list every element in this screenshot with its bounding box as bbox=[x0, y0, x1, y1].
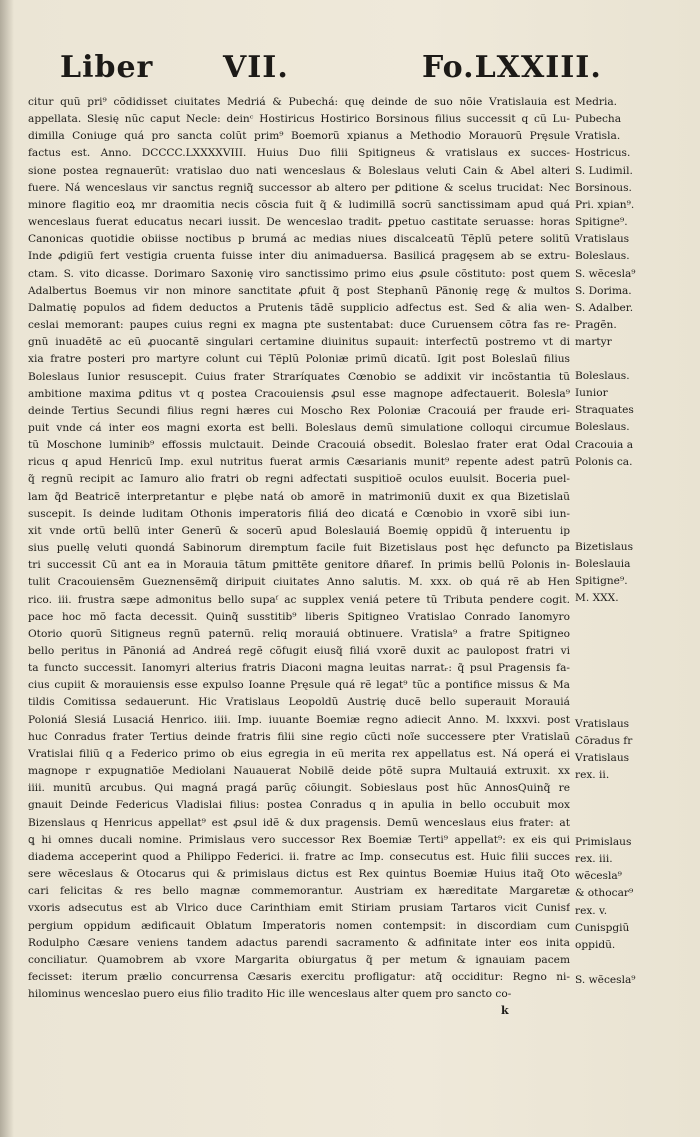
text-line: Adalbertus Boemus vir non minore sanctitate ꝓfuit q̃ post Stephanũ Pãnonię regę & multos bbox=[28, 284, 570, 297]
text-line: suscepit. Is deinde luditam Othonis imperatoris filiá deo dicatá e Cœnobio in vxorẽ sibi iun- bbox=[28, 507, 570, 520]
margin-note-line: Vratislaus bbox=[575, 233, 630, 246]
margin-note-line: Iunior bbox=[575, 387, 608, 400]
text-line: Rodulpho Cæsare veniens tandem adactus parendi sacramento & adfinitate inter eos inita bbox=[28, 936, 570, 949]
text-line: rico. iii. frustra sæpe admonitus bello supaᶠ ac supplex veniá petere tũ Tributa pendere cogit. bbox=[28, 593, 570, 606]
text-line: hilominus wenceslao puero eius filio tradito Hic ille wenceslaus alter quem pro sancto co- bbox=[28, 988, 512, 1001]
text-line: ta functo successit. Ianomyri alterius fratris Diaconi magna leuitas narratᵣ: q̃ psul Pragensis fa- bbox=[28, 662, 570, 675]
margin-note bbox=[575, 539, 690, 608]
text-line: tri successit Cũ ant ea in Morauia tãtum ꝑmittẽte genitore dñaref. In primis bellũ Polonis in- bbox=[28, 559, 570, 572]
margin-note-line: Vratislaus bbox=[575, 718, 630, 730]
text-line: q̃ regnũ recipit ac Iamuro alio fratri ob regni adfectati suspitioẽ oculos euulsit. Boceria puel- bbox=[28, 473, 570, 486]
text-line: pace hoc mõ facta decessit. Quinq̃ susstitib⁹ liberis Spitigneo Vratislao Conrado Ianomyro bbox=[28, 610, 570, 623]
text-line: Boleslaus Iunior resuscepit. Cuius frater Straríquates Cœnobio se addixit vir incõstantia tũ bbox=[28, 370, 570, 383]
text-line: minore flagitio eoꝝ mr draomitia necis cõscia fuit q̃ & ludimillã socrũ sanctissimam apud quá bbox=[28, 198, 570, 211]
text-line: Otorio quorũ Sitigneus regnũ paternũ. reliq morauiá obtinuere. Vratisla⁹ a fratre Spitigneo bbox=[28, 627, 570, 640]
margin-note-line: S. wẽcesla⁹ bbox=[575, 974, 636, 986]
margin-note-line: Cracouia a bbox=[575, 438, 634, 451]
margin-note-line: Vratislaus bbox=[575, 752, 630, 765]
text-line: lam q̃d Beatricẽ interpretantur e plębe natá ob amorẽ in matrimoniũ duxit ex qua Bizetislaũ bbox=[28, 490, 570, 503]
text-line: bello peritus in Pãnoniá ad Andreá regẽ cõfugit eiusq̃ filiá vxorẽ duxit ac paulopost fratri vi bbox=[28, 645, 570, 657]
text-line: iiii. munitũ arcubus. Qui magná pragá parũç cõiungit. Sobieslaus post hũc AnnosQuinq̃ re bbox=[28, 782, 570, 795]
margin-note-line: Boleslaus. bbox=[575, 370, 630, 382]
margin-note-line: Spitigne⁹. bbox=[575, 575, 628, 588]
text-line: conciliatur. Quamobrem ab vxore Margarita obiurgatus q̃ per metum & ignauiam pacem bbox=[28, 953, 570, 966]
text-line: appellata. Slesię nũc caput Necle: deinᶜ Hostiricus Hostirico Borsinous filius successit q cũ Lu- bbox=[28, 113, 570, 126]
text-line: huc Conradus frater Tertius deinde fratris filii sine regio cũcti noĩe successere pter Vratislaũ bbox=[28, 730, 570, 743]
text-line: deinde Tertius Secundi filius regni hæres cui Moscho Rex Poloniæ Cracouiá per fraude eri- bbox=[28, 404, 570, 417]
margin-note-line: Medria. bbox=[575, 96, 618, 108]
margin-note-line: & othocar⁹ bbox=[575, 887, 634, 900]
margin-note-line: Cõradus fr bbox=[575, 735, 633, 748]
margin-note-line: rex. ii. bbox=[575, 769, 610, 782]
margin-note bbox=[575, 972, 690, 989]
margin-note-line: S. wẽcesla⁹ bbox=[575, 267, 636, 280]
margin-note-line: Pri. xpian⁹. bbox=[575, 198, 635, 211]
margin-note-line: Straquates bbox=[575, 404, 634, 417]
margin-note bbox=[575, 834, 690, 954]
margin-note-line: Hostricus. bbox=[575, 147, 631, 160]
margin-note-line: Boleslauia bbox=[575, 558, 631, 571]
text-line: tulit Cracouiensẽm Gueznensẽmq̃ diripuit ciuitates Anno salutis. M. xxx. ob quá rẽ ab Hen bbox=[28, 576, 570, 589]
text-line: Canonicas quotidie obiisse noctibus p brumá ac medias niues discalceatũ Tẽplũ petere solitũ bbox=[28, 233, 570, 246]
text-line: fecisset: iterum prælio concurrensa Cæsaris exercitu profligatur: atq̃ occiditur: Regno ni- bbox=[28, 970, 570, 983]
margin-note-line: martyr bbox=[575, 336, 612, 349]
gutter-shadow bbox=[0, 0, 14, 1137]
text-line: Dalmatię populos ad fidem deductos a Prutenis tãdẽ supplicio adfectus est. Sed & alia wen- bbox=[28, 301, 570, 314]
margin-note-line: Boleslaus. bbox=[575, 250, 630, 263]
margin-note-line: wẽcesla⁹ bbox=[575, 870, 622, 883]
text-line: tildis Comitissa sedauerunt. Hic Vratislaus Leopoldũ Austrię ducẽ bello superauit Morauiá bbox=[28, 696, 570, 709]
margin-note-line: S. Ludimil. bbox=[575, 164, 633, 177]
margin-note-line: rex. v. bbox=[575, 904, 608, 917]
running-head-folio: Fo.LXXIII. bbox=[422, 50, 602, 85]
text-line: cari felicitas & res bello magnæ commemorantur. Austriam ex hæreditate Margaretæ bbox=[28, 885, 570, 898]
main-text-column bbox=[28, 94, 570, 1003]
text-line: sere wẽceslaus & Otocarus qui & primislaus dictus est Rex quintus Boemiæ Huius itaq̃ Oto bbox=[28, 868, 570, 881]
margin-note-line: Spitigne⁹. bbox=[575, 216, 628, 229]
margin-note-line: Cunispgiũ bbox=[575, 921, 630, 934]
text-line: ceslai memorant: paupes cuius regni ex magna pte sustentabat: duce Curuensem cõtra fas re- bbox=[28, 319, 570, 332]
text-line: diadema acceperint quod a Philippo Federici. ii. fratre ac Imp. consecutus est. Huic filii succes bbox=[28, 850, 570, 863]
margin-note-line: Boleslaus. bbox=[575, 421, 630, 434]
text-line: ꝗ hi omnes ducali nomine. Primislaus vero successor Rex Boemiæ Terti⁹ appellat⁹: ex eis qui bbox=[28, 833, 570, 846]
text-line: dimilla Coniuge quá pro sancta colũt prim⁹ Boemorũ xpianus a Methodio Morauorũ Pręsule bbox=[28, 130, 570, 143]
margin-note-line: S. Dorima. bbox=[575, 284, 632, 297]
running-head bbox=[60, 50, 620, 100]
margin-note-line: M. XXX. bbox=[575, 592, 619, 605]
signature-mark: k bbox=[501, 1004, 509, 1017]
margin-note bbox=[575, 94, 690, 351]
running-head-liber: Liber bbox=[60, 50, 154, 85]
text-line: Bizenslaus q Henricus appellat⁹ est ꝓsul idẽ & dux pragensis. Demũ wenceslaus eius frater: at bbox=[28, 816, 570, 829]
margin-note bbox=[575, 716, 690, 785]
text-line: fuere. Ná wenceslaus vir sanctus regniq̃ successor ab altero per ꝑditione & scelus trucidat: Nec bbox=[28, 181, 570, 194]
text-line: magnope r expugnatiõe Mediolani Nauauerat Nobilẽ deide põtẽ supra Multauiá extruxit. xx bbox=[28, 765, 570, 778]
running-head-book-number: VII. bbox=[223, 50, 289, 85]
text-line: sius puellę veluti quondá Sabinorum diremptum facile fuit Bizetislaus post hęc defuncto pa bbox=[28, 542, 570, 555]
text-line: cius cupiit & morauiensis esse expulso Ioanne Pręsule quá rẽ legat⁹ tũc a pontifice missus & Ma bbox=[28, 679, 570, 692]
text-line: Vratislai filiũ q a Federico primo ob eius egregia in eũ merita rex appellatus est. Ná operá ei bbox=[28, 747, 570, 760]
margin-note-line: Polonis ca. bbox=[575, 455, 633, 468]
text-line: sione postea regnauerũt: vratislao duo nati wenceslaus & Boleslaus veluti Cain & Abel alteri bbox=[28, 164, 570, 177]
margin-note-line: Primislaus bbox=[575, 836, 632, 848]
margin-note-line: S. Adalber. bbox=[575, 301, 634, 314]
text-line: gnauit Deinde Federicus Vladislai filius: postea Conradus q in apulia in bello occubuit mox bbox=[28, 799, 570, 812]
text-line: ricus q apud Henricũ Imp. exul nutritus fuerat armis Cæsarianis munit⁹ repente adest patrũ bbox=[28, 456, 570, 469]
margin-note-line: Borsinous. bbox=[575, 181, 632, 194]
text-line: citur quũ pri⁹ cõdidisset ciuitates Medriá & Pubechá: quę deinde de suo nõie Vratislauia est bbox=[28, 96, 570, 108]
margin-note bbox=[575, 368, 690, 471]
text-line: gnũ inuadẽtẽ ac eũ ꝓuocantẽ singulari certamine diuinitus supauit: interfectũ postremo vt di bbox=[28, 336, 570, 349]
margin-note-line: Vratisla. bbox=[575, 130, 621, 143]
margin-note-line: Bizetislaus bbox=[575, 541, 634, 553]
text-line: xit vnde ortũ bellũ inter Generũ & socerũ apud Boleslauiá Boemię oppidũ q̃ interuentu ip bbox=[28, 524, 570, 537]
text-line: xia fratre posteri pro martyre colunt cui Tẽplũ Poloniæ primũ dicatũ. Igit post Boleslaũ filius bbox=[28, 353, 570, 366]
text-line: wenceslaus fuerat educatus necari iussit. De wenceslao traditᵣ ꝑpetuo castitate seruasse: horas bbox=[28, 216, 570, 229]
text-line: vxoris adsecutus est ab Vlrico duce Carinthiam emit Stiriam prusiam Tartaros vicit Cunisf bbox=[28, 902, 570, 915]
text-line: Inde ꝓdigiũ fert vestigia cruenta fuisse inter diu animaduersa. Basilicá pragęsem ab se extru- bbox=[28, 250, 570, 263]
text-line: Poloniá Slesiá Lusaciá Henrico. iiii. Imp. iuuante Boemiæ regno adiecit Anno. M. lxxxvi. post bbox=[28, 713, 570, 726]
text-line: puit vnde cá inter eos magni exorta est belli. Boleslaus demũ simulatione colloqui circumue bbox=[28, 421, 570, 434]
margin-note-line: oppidũ. bbox=[575, 938, 616, 951]
text-line: ctam. S. vito dicasse. Dorimaro Saxonię viro sanctissimo primo eius ꝓsule cõstituto: post quem bbox=[28, 267, 570, 280]
margin-note-line: Pubecha bbox=[575, 113, 622, 126]
margin-note-line: rex. iii. bbox=[575, 853, 613, 866]
text-line: factus est. Anno. DCCCC.LXXXXVIII. Huius Duo filii Spitigneus & vratislaus ex succes- bbox=[28, 147, 570, 160]
text-line: pergium oppidum ædificauit Oblatum Imperatoris nomen contempsit: in discordiam cum bbox=[28, 919, 570, 932]
text-line: tũ Moschone luminib⁹ effossis mulctauit. Deinde Cracouiá obsedit. Boleslao frater erat Odal bbox=[28, 439, 570, 452]
margin-note-line: Pragẽn. bbox=[575, 319, 617, 332]
text-line: ambitione maxima ꝑditus vt q postea Cracouiensis ꝓsul esse magnope adfectauerit. Bolesla⁹ bbox=[28, 387, 570, 400]
